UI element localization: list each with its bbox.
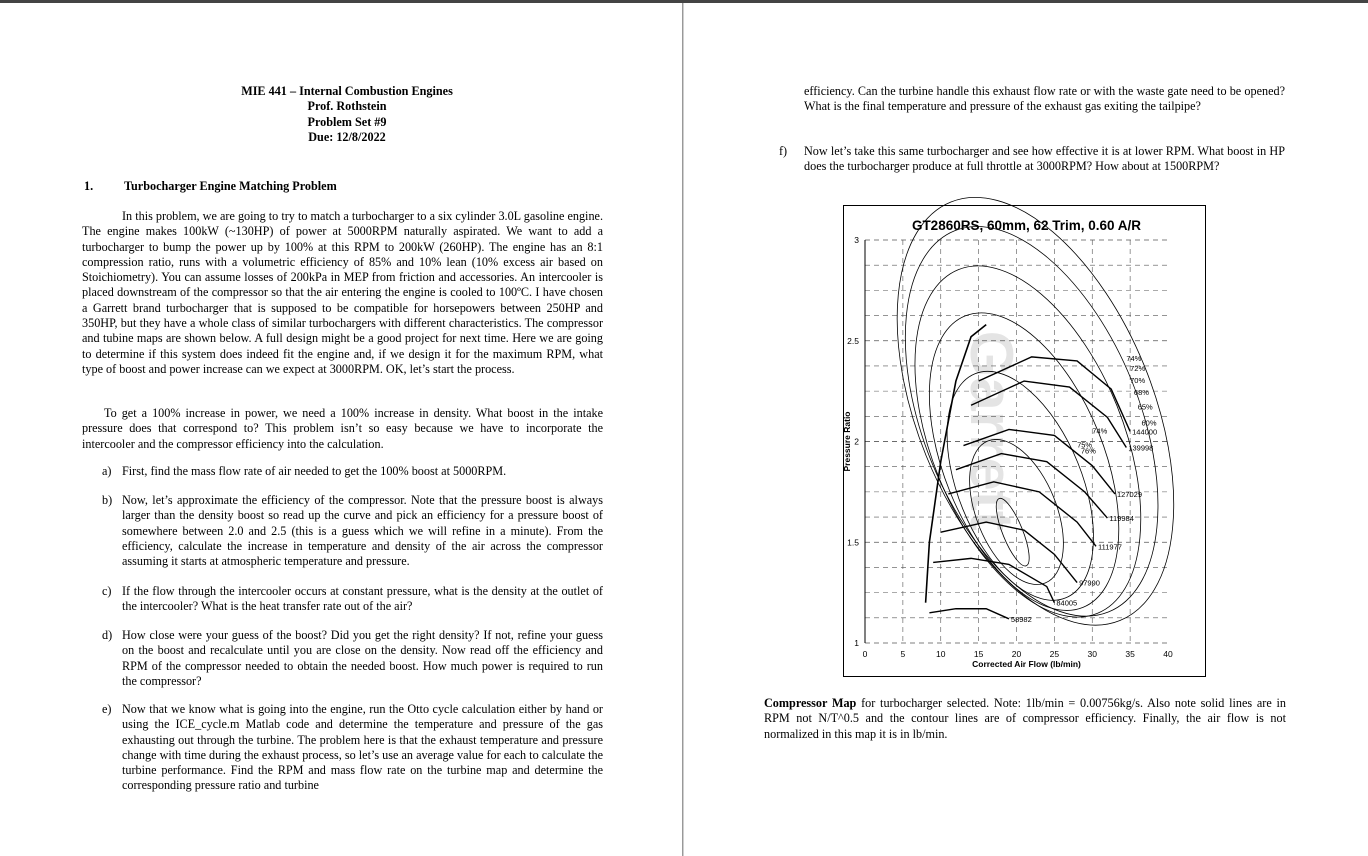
efficiency-label: 76% xyxy=(1080,446,1096,456)
document-page-right xyxy=(684,3,1366,856)
document-page-left xyxy=(2,3,683,856)
x-tick-label: 20 xyxy=(1011,649,1022,659)
question-label: f) xyxy=(779,144,788,158)
y-axis-label: Pressure Ratio xyxy=(842,411,852,472)
section-number: 1. xyxy=(84,179,94,193)
x-tick-label: 15 xyxy=(973,649,984,659)
due-date: Due: 12/8/2022 xyxy=(308,129,386,144)
x-tick-label: 10 xyxy=(936,649,946,659)
course-title: MIE 441 – Internal Combustion Engines xyxy=(241,84,453,98)
intro-paragraph-2: To get a 100% increase in power, we need a 100% increase in density. What boost in the intake pressure does that correspond to? This problem isn’t so easy because we have to incorporate the intercooler and the compressor efficiency into the calculation. xyxy=(82,406,603,451)
question-text: Now that we know what is going into the engine, run the Otto cycle calculation either by hand or using the ICE_cycle.m Matlab code and determine the temperature and pressure of the gas exhausting out through the turbine. The problem here is that the exhaust temperature and pressure change with time during the exhaust process, so let’s use an average value for each to calculate the turbine performance. Find the RPM and mass flow rate on the turbine map and determine the corresponding pressure ratio and turbine xyxy=(122,702,603,793)
question-text: Now, let’s approximate the efficiency of the compressor. Note that the pressure boost is always larger than the density boost so read up the curve and pick an efficiency for a pressure boost of somewhere between 2.0 and 2.5 (this is a guess which we will refine in a minute). From the efficiency, calculate the increase in temperature and density of the air across the compressor assuming it starts at atmospheric temperature and pressure. xyxy=(122,493,603,569)
question-text: First, find the mass flow rate of air needed to get the 100% boost at 5000RPM. xyxy=(122,464,507,478)
x-tick-label: 30 xyxy=(1087,649,1097,659)
speed-line-label: 58982 xyxy=(1010,614,1032,624)
speed-line xyxy=(933,558,1054,602)
y-tick-label: 1 xyxy=(854,638,859,648)
caption-text: for turbocharger selected. Note: 1lb/min = 0.00756kg/s. Also note solid lines are in RPM not N/T^0.5 and the contour lines are of compressor efficiency. Finally, the air flow is not normalized in this map it is in lb/min. xyxy=(764,696,1286,741)
question-e-continued: efficiency. Can the turbine handle this exhaust flow rate or with the waste gate need to be opened? What is the final temperature and pressure of the exhaust gas exiting the tailpipe? xyxy=(804,84,1285,114)
efficiency-label: 68% xyxy=(1133,388,1149,398)
watermark-logo: Garrett xyxy=(958,330,1026,531)
efficiency-contour xyxy=(841,158,1229,665)
professor-name: Prof. Rothstein xyxy=(307,99,387,114)
x-tick-label: 40 xyxy=(1163,649,1173,659)
question-label: e) xyxy=(102,702,112,716)
speed-line-label: 84005 xyxy=(1056,598,1078,608)
intro-paragraph-1: In this problem, we are going to try to match a turbocharger to a six cylinder 3.0L gasoline engine. The engine makes 100kW (~130HP) of power at 5000RPM naturally aspirated. We want to add a turbocharger to bump the power up by 100% at this RPM to 200kW (260HP). The engine has an 8:1 compression ratio, runs with a volumetric efficiency of 85% and 10% lean (10% excess air based on Stoichiometry). You can assume losses of 200kPa in MEP from friction and accessories. An intercooler is placed downstream of the compressor so that the air entering the engine is cooled to 100ºC. I have chosen a Garrett brand turbocharger that is supposed to be compatible for horsepowers between 250HP and 350HP, but they have a whole class of similar turbochargers with different characteristics. The compressor and tubine maps are shown below. A full design might be a good project for next time. Here we are going to determine if this system does indeed fit the engine and, if we design it for the maximum RPM, what type of boost and power increase can we expect at 3000RPM. OK, let’s start the process. xyxy=(82,209,603,376)
question-label: a) xyxy=(102,464,112,478)
efficiency-label: 60% xyxy=(1141,418,1157,428)
question-text: If the flow through the intercooler occurs at constant pressure, what is the density at the outlet of the intercooler? What is the heat transfer rate out of the air? xyxy=(122,584,603,614)
chart-title: GT2860RS, 60mm, 62 Trim, 0.60 A/R xyxy=(911,218,1142,233)
compressor-map-svg xyxy=(844,206,1205,676)
question-label: d) xyxy=(102,628,113,642)
speed-line xyxy=(929,609,1009,619)
document-header xyxy=(152,84,542,145)
speed-line-label: 97990 xyxy=(1079,578,1100,588)
speed-line-label: 119984 xyxy=(1109,514,1134,524)
efficiency-label: 72% xyxy=(1130,363,1146,373)
efficiency-label: 74% xyxy=(1092,426,1108,436)
efficiency-label: 75% xyxy=(1077,440,1093,450)
speed-line-label: 144000 xyxy=(1132,427,1158,437)
speed-line-label: 139998 xyxy=(1128,443,1154,453)
x-tick-label: 35 xyxy=(1125,649,1135,659)
section-title: Turbocharger Engine Matching Problem xyxy=(124,179,337,193)
question-label: b) xyxy=(102,493,113,507)
compressor-map-chart xyxy=(843,205,1206,677)
chart-caption xyxy=(764,696,1286,742)
efficiency-label: 65% xyxy=(1137,402,1153,412)
question-text: How close were your guess of the boost? Did you get the right density? If not, refine your guess on the boost and recalculate until you are close on the density. Now read off the efficiency and RPM of the compressor needed to obtain the needed boost. How much power is required to run the compressor? xyxy=(122,628,603,688)
problem-set-title: Problem Set #9 xyxy=(307,114,387,129)
x-tick-label: 0 xyxy=(862,649,868,659)
y-tick-label: 2.5 xyxy=(847,335,859,346)
speed-line-label: 111977 xyxy=(1098,542,1122,552)
x-axis-label: Corrected Air Flow (lb/min) xyxy=(972,659,1081,669)
question-text: Now let’s take this same turbocharger and see how effective it is at lower RPM. What boost in HP does the turbocharger produce at full throttle at 3000RPM? How about at 1500RPM? xyxy=(804,144,1285,174)
y-tick-label: 3 xyxy=(854,235,859,245)
y-tick-label: 1.5 xyxy=(847,537,859,548)
efficiency-label: 70% xyxy=(1130,376,1146,386)
caption-title: Compressor Map xyxy=(764,696,857,710)
x-tick-label: 25 xyxy=(1049,649,1060,659)
x-tick-label: 5 xyxy=(900,649,906,659)
question-label: c) xyxy=(102,584,112,598)
speed-line-label: 127029 xyxy=(1116,489,1143,499)
y-tick-label: 2 xyxy=(854,436,859,447)
efficiency-label: 74% xyxy=(1126,353,1142,363)
